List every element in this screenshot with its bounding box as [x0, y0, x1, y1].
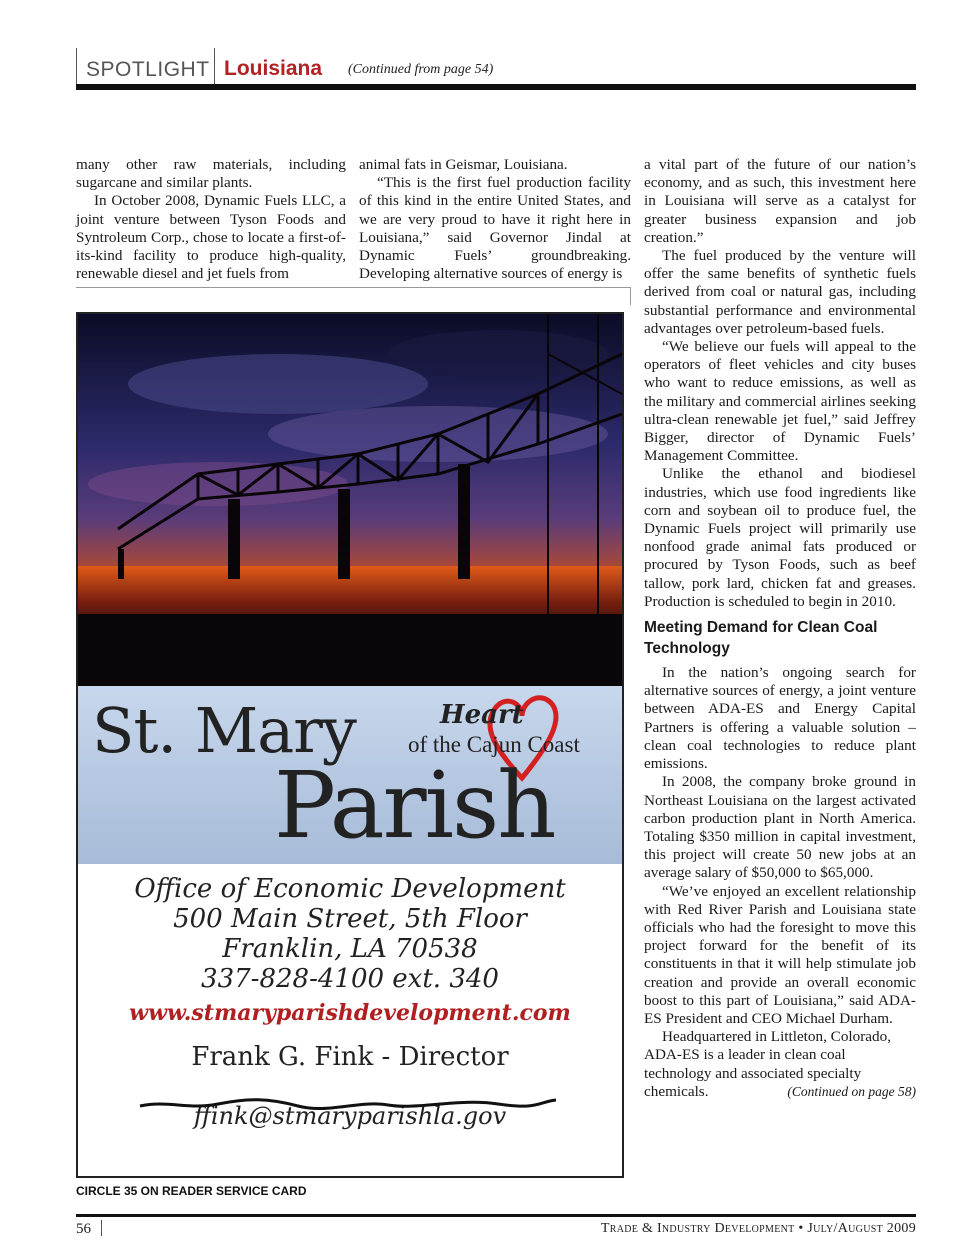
ad-banner: [78, 686, 622, 864]
header-section: Louisiana: [224, 57, 323, 80]
bridge-sunset-photo: [78, 314, 622, 686]
footer-divider: [101, 1220, 102, 1236]
header-continued: (Continued from page 54): [348, 62, 494, 77]
paragraph: Unlike the ethanol and biodiesel industries, which use food ingredients like corn and soybean oil to produce fuel, the Dynamic Fuels project will primarily use nonfood grade animal fats produced or procured by Tyson Foods, such as beef tallow, pork lard, chicken fat and greases. Production is scheduled to begin in 2010.: [644, 465, 916, 610]
paragraph-text: Headquartered in Littleton, Colorado, ADA-ES is a leader in clean coal technology and associated specialty chemicals.: [644, 1028, 892, 1100]
paragraph: [644, 1028, 916, 1101]
ad-tagline: of the Cajun Coast: [408, 732, 580, 757]
paragraph: The fuel produced by the venture will offer the same benefits of synthetic fuels derived from coal or natural gas, including substantial performance and environmental advantages over petroleum-based fuels.: [644, 247, 916, 337]
paragraph: In 2008, the company broke ground in Northeast Louisiana on the largest activated carbon production plant in North America. Totaling $350 million in capital investment, this project will create 50 new jobs at an average salary of $50,000 to $65,000.: [644, 773, 916, 882]
paragraph: “This is the first fuel production facility of this kind in the entire United States, and we are very proud to have it right here in Louisiana,” said Governor Jindal at Dynamic Fuels’ groundbreaking. Developing alternative sources of energy is: [359, 174, 631, 283]
ad-office: Office of Economic Development: [134, 874, 566, 904]
signature-line: [138, 1092, 558, 1116]
article-column-3: [644, 156, 916, 1101]
publication-line: Trade & Industry Development • July/August 2009: [600, 1221, 916, 1236]
ad-director: Frank G. Fink - Director: [191, 1042, 509, 1072]
ad-city: Franklin, LA 70538: [222, 934, 478, 964]
page-header: [76, 44, 916, 90]
ad-street: 500 Main Street, 5th Floor: [173, 904, 527, 934]
subheading: Meeting Demand for Clean Coal Technology: [644, 619, 878, 658]
paragraph: animal fats in Geismar, Louisiana.: [359, 156, 568, 173]
ad-email-link[interactable]: ffink@stmaryparishla.gov: [193, 1102, 507, 1130]
page-number: 56: [76, 1221, 91, 1237]
article-column-1: [76, 156, 346, 283]
continued-note: (Continued on page 58): [787, 1083, 916, 1099]
column-rule: [630, 287, 631, 305]
paragraph: In October 2008, Dynamic Fuels LLC, a joint venture between Tyson Foods and Syntroleum Corp., chose to locate a first-of-its-kind facility to produce high-quality, renewable diesel and jet fuels from: [76, 192, 346, 283]
header-rule: [76, 84, 916, 90]
ad-phone: 337-828-4100 ext. 340: [201, 964, 499, 994]
paragraph: many other raw materials, including sugarcane and similar plants.: [76, 156, 346, 192]
paragraph: a vital part of the future of our nation’s economy, and as such, this investment here in Louisiana will serve as a catalyst for greater business expansion and job creation.”: [644, 156, 916, 246]
paragraph: “We’ve enjoyed an excellent relationship with Red River Parish and Louisiana state officials who had the foresight to move this project forward for the benefit of its constituents in that it will help stimulate job creation and provide an overall economic boost to this part of Louisiana,” said ADA-ES President and CEO Michael Durham.: [644, 882, 916, 1027]
footer-rule: [76, 1214, 916, 1217]
ad-website-link[interactable]: www.stmaryparishdevelopment.com: [129, 1000, 571, 1026]
column-rule: [76, 287, 631, 288]
ad-tagline-heart: Heart: [440, 700, 524, 730]
reader-service-note: CIRCLE 35 ON READER SERVICE CARD: [76, 1184, 307, 1198]
header-kicker: SPOTLIGHT: [86, 58, 210, 81]
paragraph: “We believe our fuels will appeal to the operators of fleet vehicles and city buses who want to reduce emissions, as well as the military and commercial airlines seeking ultra-clean renewable jet fuel,” said Jeffrey Bigger, director of Dynamic Fuels’ Management Committee.: [644, 338, 916, 465]
advertisement: [76, 312, 624, 1178]
article-column-2: [359, 156, 631, 283]
ad-title-line2: Parish: [274, 752, 555, 859]
paragraph: In the nation’s ongoing search for alternative sources of energy, a joint venture between ADA-ES and Energy Capital Partners is offering a valuable solution – clean coal technologies to reduce plant emissions.: [644, 664, 916, 773]
ad-title-line1: St. Mary: [92, 694, 356, 767]
